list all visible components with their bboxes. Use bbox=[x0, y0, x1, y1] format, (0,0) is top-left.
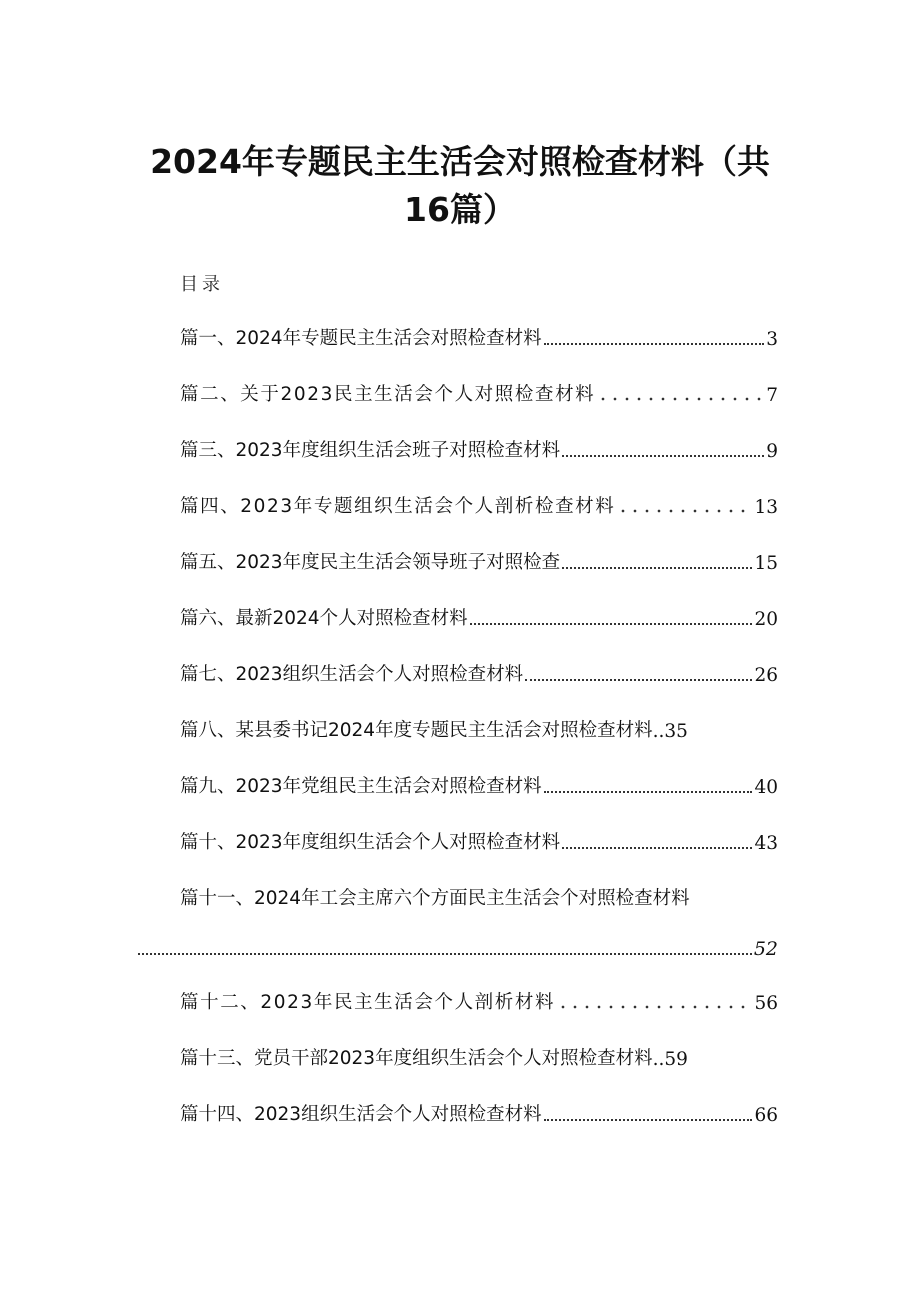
toc-entry[interactable] bbox=[180, 320, 778, 350]
toc-entry-page: 40 bbox=[754, 777, 778, 798]
toc-heading: 目录 bbox=[180, 274, 224, 295]
toc-entry-page: 26 bbox=[754, 665, 778, 686]
toc-entry-page: 56 bbox=[754, 993, 778, 1014]
toc-leader-dots bbox=[138, 952, 752, 955]
toc-entry[interactable] bbox=[180, 488, 778, 518]
toc-leader-dots bbox=[544, 342, 765, 345]
toc-entry[interactable] bbox=[180, 544, 778, 574]
toc-entry-label: 篇一、2024年专题民主生活会对照检查材料 bbox=[180, 328, 542, 349]
toc-leader-dots bbox=[597, 397, 764, 401]
toc-entry[interactable] bbox=[180, 824, 778, 854]
toc-leader-dots bbox=[525, 678, 752, 681]
toc-entry-page: 13 bbox=[754, 497, 778, 518]
toc-entry-label: 篇二、关于2023民主生活会个人对照检查材料 bbox=[180, 384, 596, 405]
toc-entry[interactable] bbox=[180, 1040, 778, 1070]
toc-entry-label: 篇五、2023年度民主生活会领导班子对照检查 bbox=[180, 552, 561, 573]
toc-entry-label: 篇十二、2023年民主生活会个人剖析材料 bbox=[180, 992, 556, 1013]
toc-entry[interactable] bbox=[180, 376, 778, 406]
toc-leader-dots: .. bbox=[652, 1049, 665, 1070]
toc-entry-page: 52 bbox=[753, 938, 778, 960]
toc-entry-page: 35 bbox=[664, 721, 688, 742]
toc-entry-page: 15 bbox=[754, 553, 778, 574]
toc-leader-dots: .. bbox=[652, 721, 665, 742]
toc-entry-continuation[interactable] bbox=[138, 930, 778, 960]
toc-entry-page: 66 bbox=[754, 1105, 778, 1126]
toc-entry-page: 3 bbox=[766, 329, 778, 350]
toc-entry[interactable] bbox=[180, 984, 778, 1014]
toc-leader-dots bbox=[562, 566, 752, 569]
toc-entry-page: 20 bbox=[754, 609, 778, 630]
toc-entry-label: 篇十一、2024年工会主席六个方面民主生活会个对照检查材料 bbox=[180, 888, 690, 909]
toc-entry[interactable] bbox=[180, 656, 778, 686]
toc-entry-label: 篇七、2023组织生活会个人对照检查材料 bbox=[180, 664, 524, 685]
toc-leader-dots bbox=[562, 846, 752, 849]
toc-entry-label: 篇十四、2023组织生活会个人对照检查材料 bbox=[180, 1104, 542, 1125]
toc-leader-dots bbox=[557, 1005, 752, 1009]
document-title-line-1: 2024年专题民主生活会对照检查材料（共 bbox=[150, 142, 770, 181]
toc-entry-page: 9 bbox=[766, 441, 778, 462]
toc-entry-label: 篇十、2023年度组织生活会个人对照检查材料 bbox=[180, 832, 561, 853]
toc-entry[interactable] bbox=[180, 1096, 778, 1126]
toc-leader-dots bbox=[562, 454, 764, 457]
toc-entry-label: 篇八、某县委书记2024年度专题民主生活会对照检查材料 bbox=[180, 720, 653, 741]
toc-leader-dots bbox=[544, 790, 753, 793]
toc-leader-dots bbox=[470, 622, 753, 625]
toc-entry[interactable] bbox=[180, 432, 778, 462]
toc-entry[interactable] bbox=[180, 712, 778, 742]
toc-entry-label: 篇四、2023年专题组织生活会个人剖析检查材料 bbox=[180, 496, 616, 517]
toc-entry-label: 篇六、最新2024个人对照检查材料 bbox=[180, 608, 468, 629]
toc-entry-label: 篇十三、党员干部2023年度组织生活会个人对照检查材料 bbox=[180, 1048, 653, 1069]
toc-entry[interactable] bbox=[180, 880, 778, 910]
toc-leader-dots bbox=[617, 509, 752, 513]
document-title-line-2: 16篇） bbox=[404, 190, 516, 229]
toc-entry[interactable] bbox=[180, 768, 778, 798]
toc-entry-page: 59 bbox=[664, 1049, 688, 1070]
toc-leader-dots bbox=[544, 1118, 753, 1121]
toc-entry-page: 43 bbox=[754, 833, 778, 854]
toc-entry-label: 篇三、2023年度组织生活会班子对照检查材料 bbox=[180, 440, 561, 461]
toc-entry-page: 7 bbox=[766, 385, 778, 406]
toc-entry[interactable] bbox=[180, 600, 778, 630]
toc-entry-label: 篇九、2023年党组民主生活会对照检查材料 bbox=[180, 776, 542, 797]
